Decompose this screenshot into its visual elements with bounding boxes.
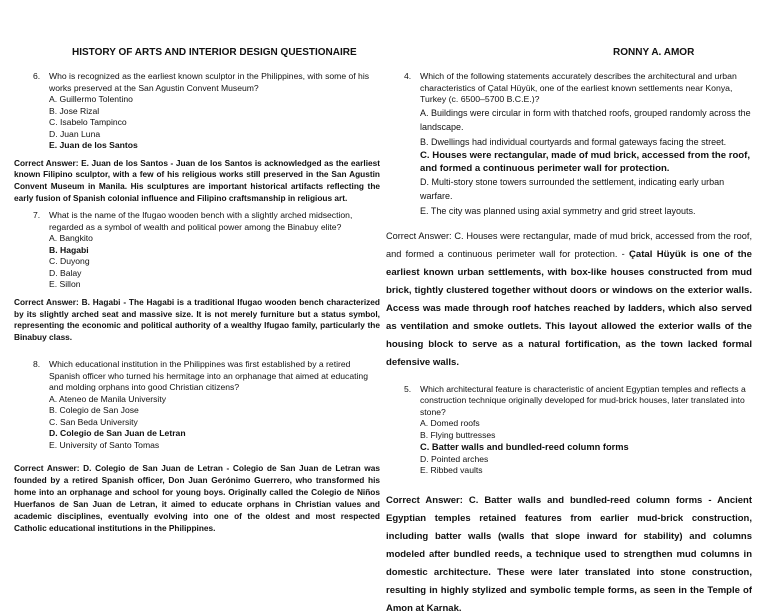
option-d: D. Multi-story stone towers surrounded the settlement, indicating early urban warfare.	[420, 177, 725, 202]
answer-lead: Correct Answer: C. Batter walls and bundled-reed column forms -	[386, 494, 718, 506]
question-stem: Which educational institution in the Philippines was first established by a retired Spanish officer who turned his hermitage into an orphanage that aimed at educating and molding orphans into good Christian citizens?	[49, 359, 368, 393]
option-b: B. Colegio de San Jose	[49, 405, 139, 416]
question-7	[14, 210, 380, 291]
question-8	[14, 359, 380, 451]
option-b: B. Jose Rizal	[49, 105, 100, 116]
author-name: RONNY A. AMOR	[613, 47, 695, 58]
option-e: E. Sillon	[49, 279, 81, 290]
option-a: A. Domed roofs	[420, 418, 480, 429]
option-a: A. Bangkito	[49, 233, 93, 244]
question-stem: Who is recognized as the earliest known sculptor in the Philippines, with some of his works preserved at the San Agustin Convent Museum?	[49, 71, 370, 93]
question-number: 7.	[33, 210, 41, 221]
question-number: 6.	[33, 71, 41, 81]
answer-body: Ancient Egyptian temples retained features from earlier mud-brick construction, including batter walls (walls that slope inward for stability) and columns modeled after bundled reeds, a technique used to strengthen mud columns in domestic architecture. These were later translated into stone construction, resulting in highly stylized and symbolic temple forms, as seen in the Temple of Amon at Karnak.	[386, 494, 752, 614]
answer-body: Çatal Hüyük is one of the earliest known urban settlements, with box-like houses constructed from mud brick, tightly clustered together without doors or windows on the exterior walls. Access was made through roof hatches reached by ladders, which also served as ventilation and smoke outlets. This layout allowed the exterior walls of the housing block to serve as a natural fortification, as the town lacked formal defensive walls.	[386, 248, 752, 368]
question-number: 8.	[33, 359, 41, 370]
question-4	[386, 71, 752, 218]
option-e: E. University of Santo Tomas	[49, 439, 160, 450]
question-stem: Which of the following statements accurately describes the architectural and urban characteristics of Çatal Hüyük, one of the earliest known settlements near Konya, Turkey (c. 6500–5700 B.C.E.)?	[420, 71, 737, 105]
option-d: D. Pointed arches	[420, 453, 489, 464]
answer-explanation-6: Correct Answer: E. Juan de los Santos - Juan de los Santos is acknowledged as the earliest known Filipino sculptor, with a few of his religious works still preserved in the San Agustin Convent Museum in Manila. His sculptures are important historical artifacts reflecting the early fusion of Spanish colonial influence and Filipino craftsmanship in religious art.	[14, 157, 380, 204]
answer-explanation-4	[386, 226, 752, 370]
answer-explanation-7: Correct Answer: B. Hagabi - The Hagabi is a traditional Ifugao wooden bench characterized by its slightly arched seat and massive size. It is not merely furniture but a status symbol, representing the economic and political authority of a wealthy Ifugao family, particularly the Binabuy class.	[14, 296, 380, 343]
question-5	[386, 384, 752, 477]
option-c: C. San Beda University	[49, 416, 138, 427]
option-a: A. Buildings were circular in form with thatched roofs, grouped randomly across the landscape.	[420, 108, 751, 133]
option-b: B. Dwellings had individual courtyards and formal gateways facing the street.	[420, 136, 727, 147]
question-number: 4.	[404, 71, 412, 81]
option-e-correct: E. Juan de los Santos	[49, 140, 138, 150]
question-stem: Which architectural feature is characteristic of ancient Egyptian temples and reflects a construction technique originally developed for mud-brick houses, later translated into stone?	[420, 383, 746, 417]
option-c: C. Isabelo Tampinco	[49, 117, 127, 127]
option-b: B. Flying buttresses	[420, 429, 496, 440]
question-number: 5.	[404, 383, 412, 394]
option-b-correct: B. Hagabi	[49, 244, 89, 255]
right-column	[386, 71, 752, 616]
answer-lead: Correct Answer: C. Houses were rectangular, made of mud brick, accessed from the roof, and formed a continuous perimeter wall for protection. -	[386, 230, 752, 259]
option-e: E. Ribbed vaults	[420, 465, 483, 476]
question-stem: What is the name of the Ifugao wooden bench with a slightly arched midsection, regarded as a symbol of wealth and political power among the Binabuy elite?	[49, 210, 353, 232]
left-column	[14, 71, 380, 535]
option-c-correct: C. Houses were rectangular, made of mud brick, accessed from the roof, and formed a continuous perimeter wall for protection.	[420, 150, 751, 174]
option-d: D. Balay	[49, 267, 82, 278]
answer-explanation-8: Correct Answer: D. Colegio de San Juan de Letran - Colegio de San Juan de Letran was founded by a retired Spanish officer, Don Juan Gerónimo Guerrero, who transformed his home into an orphanage and school for young boys. Originally called the Colegio de Niños Huerfanos de San Juan de Letran, it aimed to educate orphans in Christian values and academic disciplines, eventually evolving into one of the oldest and most respected Catholic educational institutions in the Philippines.	[14, 463, 380, 533]
option-c: C. Duyong	[49, 256, 90, 267]
option-a: A. Guillermo Tolentino	[49, 94, 133, 104]
answer-explanation-5	[386, 490, 752, 616]
document-title: HISTORY OF ARTS AND INTERIOR DESIGN QUESTIONAIRE	[72, 47, 357, 58]
question-6	[14, 71, 380, 152]
option-d-correct: D. Colegio de San Juan de Letran	[49, 428, 186, 439]
option-a: A. Ateneo de Manila University	[49, 393, 167, 404]
option-c-correct: C. Batter walls and bundled-reed column forms	[420, 441, 629, 452]
option-d: D. Juan Luna	[49, 128, 101, 139]
option-e: E. The city was planned using axial symmetry and grid street layouts.	[420, 205, 696, 216]
